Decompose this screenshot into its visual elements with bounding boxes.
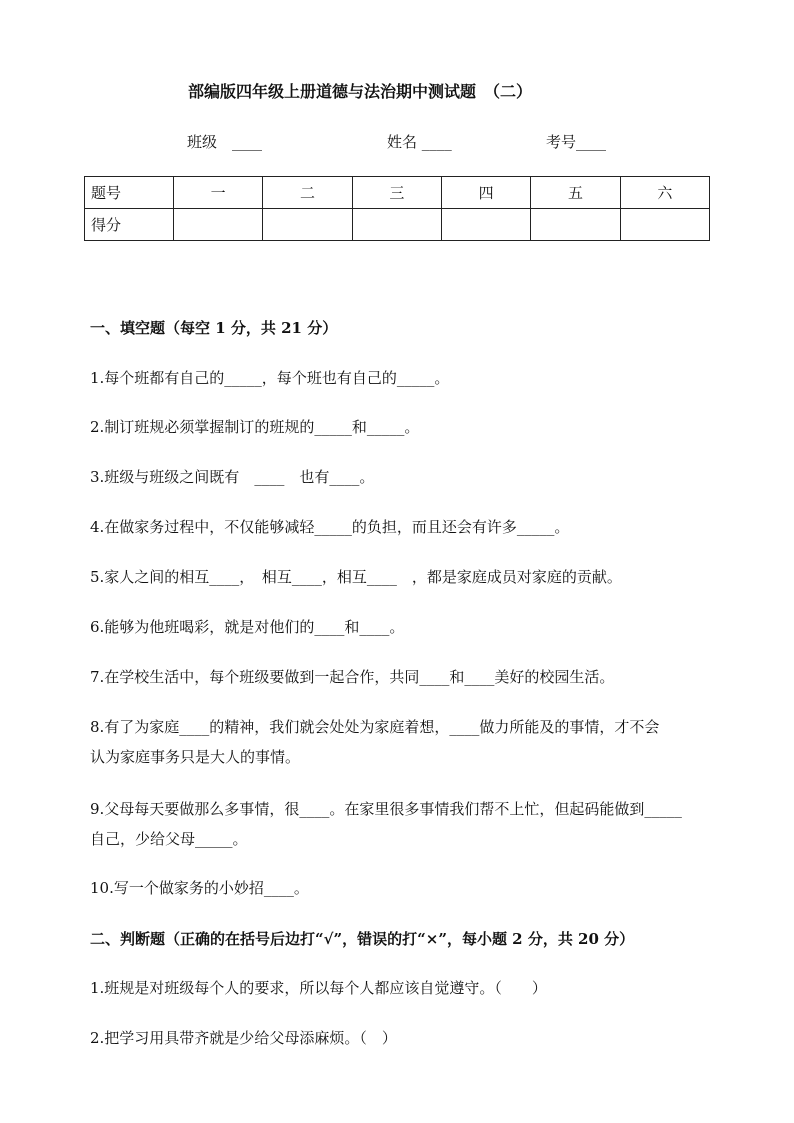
score-input-cell[interactable] (531, 209, 620, 241)
question-line: 4.在做家务过程中，不仅能够减轻_____的负担，而且还会有许多_____。 (90, 518, 570, 536)
question-line: 8.有了为家庭____的精神，我们就会处处为家庭着想，____做力所能及的事情，才不会 (90, 718, 660, 736)
score-input-cell[interactable] (441, 209, 530, 241)
question-line: 1.班规是对班级每个人的要求，所以每个人都应该自觉遵守。（ ） (90, 979, 547, 997)
score-input-cell[interactable] (620, 209, 709, 241)
question-line: 7.在学校生活中，每个班级要做到一起合作，共同____和____美好的校园生活。 (90, 668, 615, 686)
score-input-cell[interactable] (263, 209, 352, 241)
score-table-score-row (85, 209, 710, 241)
score-table-cell: 一 (174, 177, 263, 209)
question-line: 5.家人之间的相互____， 相互____，相互____ ，都是家庭成员对家庭的贡献。 (90, 568, 622, 586)
question-line-continued: 认为家庭事务只是大人的事情。 (90, 748, 301, 766)
question-line-continued: 自己，少给父母_____。 (90, 830, 248, 848)
exam-number-field: 考号____ (546, 133, 607, 151)
score-table-cell: 五 (531, 177, 620, 209)
question-line: 3.班级与班级之间既有 ____ 也有____。 (90, 468, 375, 486)
score-input-cell[interactable] (352, 209, 441, 241)
question-line: 10.写一个做家务的小妙招____。 (90, 879, 309, 897)
score-table-header-row (85, 177, 710, 209)
exam-title: 部编版四年级上册道德与法治期中测试题 （二） (188, 82, 533, 101)
section-heading-fill-blank: 一、填空题（每空 1 分，共 21 分） (90, 319, 338, 337)
class-field: 班级 ____ (187, 133, 263, 151)
score-table-cell: 题号 (85, 177, 174, 209)
question-line: 9.父母每天要做那么多事情，很____。在家里很多事情我们帮不上忙，但起码能做到_____ (90, 800, 682, 818)
question-line: 2.把学习用具带齐就是少给父母添麻烦。（ ） (90, 1029, 397, 1047)
score-table-cell: 六 (620, 177, 709, 209)
score-table-cell: 四 (441, 177, 530, 209)
score-table-cell: 三 (352, 177, 441, 209)
section-heading-true-false: 二、判断题（正确的在括号后边打“√”，错误的打“×”，每小题 2 分，共 20 分） (90, 930, 635, 948)
question-line: 6.能够为他班喝彩，就是对他们的____和____。 (90, 618, 405, 636)
score-table-cell: 二 (263, 177, 352, 209)
question-line: 2.制订班规必须掌握制订的班规的_____和_____。 (90, 418, 420, 436)
question-line: 1.每个班都有自己的_____，每个班也有自己的_____。 (90, 369, 450, 387)
name-field: 姓名 ____ (387, 133, 452, 151)
score-input-cell[interactable] (174, 209, 263, 241)
score-row-label: 得分 (85, 209, 174, 241)
score-table (84, 176, 710, 241)
